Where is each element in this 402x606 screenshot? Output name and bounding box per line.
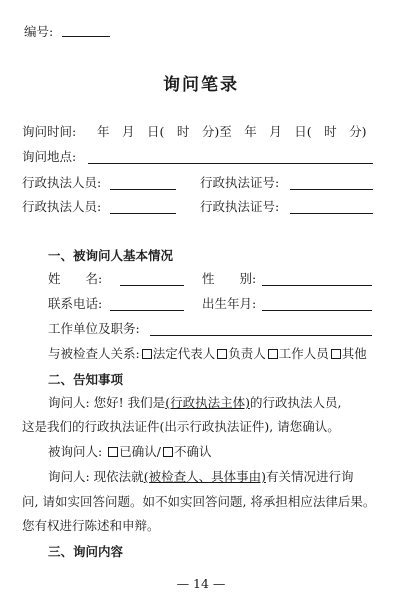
section1-heading: 一、被询问人基本情况 bbox=[48, 248, 174, 263]
page-number: — 14 — bbox=[176, 576, 226, 591]
section2-heading: 二、告知事项 bbox=[48, 372, 124, 387]
phone-field[interactable] bbox=[110, 310, 184, 311]
cert-label-2: 行政执法证号: bbox=[200, 199, 280, 214]
notice-para2-line1 bbox=[48, 469, 353, 485]
birth-field[interactable] bbox=[262, 310, 372, 311]
enforcement-subject-blank[interactable]: (行政执法主体) bbox=[165, 395, 250, 410]
inquiry-time-label: 询问时间: bbox=[22, 124, 77, 139]
phone-label: 联系电话: bbox=[48, 296, 103, 311]
checkbox-legal-rep[interactable] bbox=[142, 349, 152, 359]
page-title: 询问笔录 bbox=[163, 75, 239, 95]
notice-para2-line2: 问, 请如实回答问题。如不如实回答问题, 将承担相应法律后果。 bbox=[22, 494, 376, 509]
employer-label: 工作单位及职务: bbox=[48, 321, 140, 336]
checkbox-confirmed[interactable] bbox=[108, 447, 118, 457]
doc-number-label: 编号: bbox=[24, 24, 54, 39]
notice-para1-line1 bbox=[48, 395, 341, 411]
birth-label: 出生年月: bbox=[202, 296, 257, 311]
inquiry-time-template: 年 月 日( 时 分)至 年 月 日( 时 分) bbox=[97, 124, 367, 139]
checkbox-person-in-charge[interactable] bbox=[217, 349, 227, 359]
para2-text-a: 询问人: 现依法就 bbox=[48, 469, 144, 484]
respondent-label: 被询问人: bbox=[48, 444, 103, 459]
option-staff: 工作人员 bbox=[278, 346, 329, 361]
gender-field[interactable] bbox=[262, 285, 372, 286]
option-legal-rep: 法定代表人 bbox=[152, 346, 216, 361]
cert-label-1: 行政执法证号: bbox=[200, 175, 280, 190]
employer-field[interactable] bbox=[150, 335, 372, 336]
gender-label: 性 别: bbox=[202, 271, 257, 286]
para1-text-b: 的行政执法人员, bbox=[249, 395, 342, 410]
option-not-confirmed: 不确认 bbox=[173, 444, 212, 459]
checkbox-staff[interactable] bbox=[268, 349, 278, 359]
option-confirmed: 已确认 bbox=[119, 444, 157, 459]
notice-para2-line3: 您有权进行陈述和申辩。 bbox=[22, 518, 160, 533]
relation-row bbox=[48, 346, 367, 362]
confirm-separator: / bbox=[156, 444, 161, 459]
officer-label-2: 行政执法人员: bbox=[22, 199, 102, 214]
para2-text-b: 有关情况进行询 bbox=[265, 469, 354, 484]
para1-text-a: 询问人: 您好! 我们是 bbox=[48, 395, 166, 410]
cert-field-1[interactable] bbox=[290, 189, 373, 190]
option-person-in-charge: 负责人 bbox=[228, 346, 266, 361]
inquiry-place-field[interactable] bbox=[88, 163, 373, 164]
inquiry-place-label: 询问地点: bbox=[22, 149, 77, 164]
name-field[interactable] bbox=[120, 285, 184, 286]
cert-field-2[interactable] bbox=[290, 213, 373, 214]
matter-blank[interactable]: (被检查人、具体事由) bbox=[143, 469, 266, 484]
option-other: 其他 bbox=[341, 346, 367, 361]
checkbox-not-confirmed[interactable] bbox=[163, 447, 173, 457]
checkbox-other[interactable] bbox=[331, 349, 341, 359]
name-label: 姓 名: bbox=[48, 271, 103, 286]
officer-field-1[interactable] bbox=[110, 189, 176, 190]
respondent-confirm-row bbox=[48, 444, 211, 460]
doc-number-field[interactable] bbox=[62, 36, 110, 37]
relation-label: 与被检查人关系: bbox=[48, 346, 140, 361]
notice-para1-line2: 这是我们的行政执法证件(出示行政执法证件), 请您确认。 bbox=[22, 419, 340, 434]
officer-field-2[interactable] bbox=[110, 213, 176, 214]
officer-label-1: 行政执法人员: bbox=[22, 175, 102, 190]
section3-heading: 三、询问内容 bbox=[48, 544, 124, 559]
